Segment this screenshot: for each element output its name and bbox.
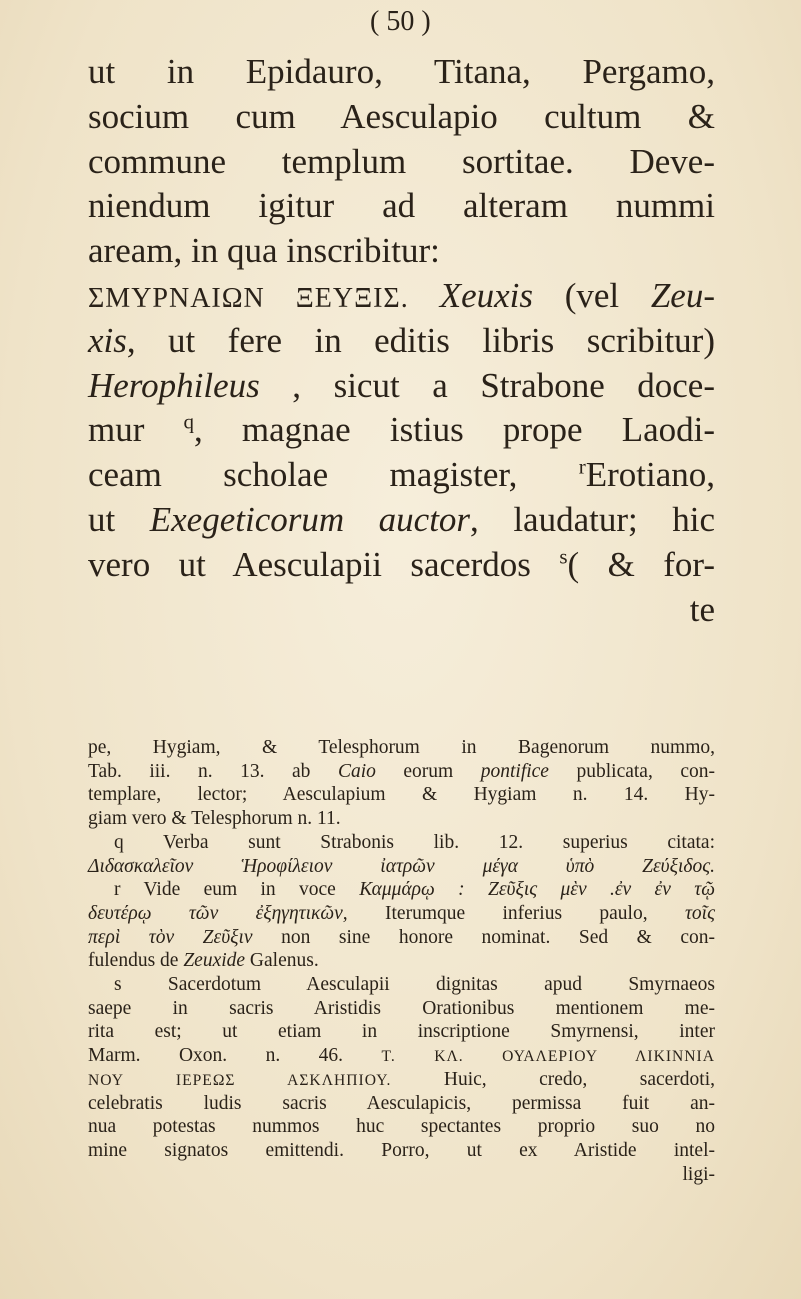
footnote-line bbox=[88, 878, 715, 902]
footnote-line bbox=[88, 831, 715, 855]
footnote-line bbox=[88, 736, 715, 760]
text-segment: Herophileus bbox=[88, 365, 260, 405]
text-line bbox=[88, 588, 715, 632]
footnote-line bbox=[88, 902, 715, 926]
text-line bbox=[88, 364, 715, 408]
footnote-line bbox=[88, 997, 715, 1021]
footnote-line bbox=[88, 807, 715, 831]
text-segment: δευτέρῳ τῶν ἐξηγητικῶν, bbox=[88, 902, 348, 924]
text-segment: Huic, credo, sacerdoti, bbox=[391, 1068, 716, 1090]
text-line bbox=[88, 498, 715, 542]
footnote-line bbox=[88, 1115, 715, 1139]
text-segment: Exegeticorum auctor bbox=[149, 500, 471, 539]
footnote-marker: q bbox=[183, 409, 195, 434]
text-segment: Tab. iii. n. 13. ab bbox=[88, 760, 338, 782]
text-segment: ΝΟΥ ΙΕΡΕΩΣ ΑΣΚΛΗΠΙΟΥ. bbox=[88, 1071, 392, 1089]
footnote-line bbox=[88, 1020, 715, 1044]
footnote-marker: r bbox=[578, 454, 586, 479]
text-segment: Καμμάρῳ : Ζεῦξις μὲν .ἐν ἐν τῷ bbox=[359, 879, 715, 901]
text-segment: (vel bbox=[532, 276, 651, 315]
text-segment: pe, Hygiam, & Telesphorum in Bagenorum nummo, bbox=[88, 737, 715, 758]
text-segment: Caio bbox=[337, 760, 376, 782]
footnote-line bbox=[88, 1139, 715, 1163]
footnote-line bbox=[88, 926, 715, 950]
footnote-line bbox=[88, 1068, 715, 1092]
text-segment: niendum igitur ad alteram nummi bbox=[88, 186, 715, 226]
text-segment: rita est; ut etiam in inscriptione Smyrnensi, inter bbox=[88, 1021, 715, 1043]
text-segment: τοῖς bbox=[684, 902, 715, 924]
text-line bbox=[88, 408, 715, 452]
text-segment: non sine honore nominat. Sed & con- bbox=[252, 926, 715, 948]
text-segment: περὶ τὸν Ζεῦξιν bbox=[88, 926, 253, 948]
text-line bbox=[88, 453, 715, 497]
text-segment: r Vide eum in voce bbox=[114, 879, 360, 901]
text-segment: q Verba sunt Strabonis lib. 12. superius citata: bbox=[114, 831, 715, 853]
text-line bbox=[88, 319, 715, 363]
text-segment: saepe in sacris Aristidis Orationibus mentionem me- bbox=[88, 997, 715, 1019]
text-segment: ceam scholae magister, bbox=[88, 455, 579, 495]
page-number: ( 50 ) bbox=[370, 6, 431, 37]
text-segment: Zeuxide bbox=[183, 950, 246, 972]
text-segment: fulendus de bbox=[88, 950, 184, 972]
text-segment: , ut fere in editis libris scribitur) bbox=[126, 320, 715, 360]
text-segment: templare, lector; Aesculapium & Hygiam n. 14. Hy- bbox=[88, 784, 715, 806]
text-segment: ut in Epidauro, Titana, Pergamo, bbox=[88, 52, 715, 91]
text-segment: , sicut a Strabone doce- bbox=[259, 365, 715, 405]
text-segment: commune templum sortitae. Deve- bbox=[88, 141, 715, 181]
text-segment: pontifice bbox=[480, 760, 549, 782]
footnote-line bbox=[88, 973, 715, 997]
text-segment: ligi- bbox=[682, 1163, 715, 1185]
text-line bbox=[88, 543, 715, 587]
footnote-line bbox=[88, 1163, 715, 1187]
text-segment: xis bbox=[88, 320, 127, 360]
text-line bbox=[88, 184, 715, 228]
text-segment: celebratis ludis sacris Aesculapicis, permissa fuit an- bbox=[88, 1092, 715, 1114]
text-line bbox=[88, 140, 715, 184]
text-segment: vero ut Aesculapii sacerdos bbox=[88, 544, 560, 584]
text-segment: Zeu- bbox=[650, 276, 715, 315]
text-line bbox=[88, 50, 715, 94]
footnote-line bbox=[88, 949, 715, 973]
text-segment: s Sacerdotum Aesculapii dignitas apud Smyrnaeos bbox=[114, 974, 715, 995]
text-segment: Xeuxis bbox=[439, 276, 533, 315]
text-segment: Iterumque inferius paulo, bbox=[347, 902, 685, 924]
text-line bbox=[88, 229, 715, 273]
text-segment: eorum bbox=[375, 760, 481, 782]
text-segment: Galenus. bbox=[245, 950, 319, 972]
text-segment: nua potestas nummos huc spectantes proprio suo no bbox=[88, 1116, 715, 1138]
footnote-marker: s bbox=[559, 544, 568, 569]
text-segment: Erotiano, bbox=[585, 455, 715, 495]
text-segment: Marm. Oxon. n. 46. bbox=[88, 1045, 382, 1067]
text-segment: Τ. ΚΛ. ΟΥΑΛΕΡΙΟΥ ΛΙΚΙΝΝΙΑ bbox=[381, 1048, 715, 1066]
text-line bbox=[88, 95, 715, 139]
text-line bbox=[88, 274, 715, 318]
text-segment: aream, in qua inscribitur: bbox=[88, 231, 440, 271]
text-segment: mine signatos emittendi. Porro, ut ex Aristide intel- bbox=[88, 1139, 715, 1161]
text-segment: publicata, con- bbox=[548, 760, 715, 782]
footnote-line bbox=[88, 760, 715, 784]
text-segment: mur bbox=[88, 410, 184, 450]
text-segment: Διδασκαλεῖον Ἡροφίλειον ἰατρῶν μέγα ὑπὸ Ζεύξιδος. bbox=[88, 855, 715, 877]
text-segment: giam vero & Telesphorum n. 11. bbox=[88, 808, 341, 830]
text-segment: ut bbox=[88, 500, 150, 539]
footnote-line bbox=[88, 1092, 715, 1116]
footnote-line bbox=[88, 783, 715, 807]
text-segment: ΣΜΥΡΝΑΙΩΝ ΞΕΥΞΙΣ. bbox=[88, 283, 440, 314]
text-segment: , magnae istius prope Laodi- bbox=[194, 410, 715, 450]
text-segment: ( & for- bbox=[567, 544, 715, 584]
text-segment: , laudatur; hic bbox=[470, 500, 716, 539]
text-segment: socium cum Aesculapio cultum & bbox=[88, 96, 715, 136]
footnote-line bbox=[88, 1044, 715, 1068]
footnote-line bbox=[88, 855, 715, 879]
text-segment: te bbox=[689, 589, 715, 629]
